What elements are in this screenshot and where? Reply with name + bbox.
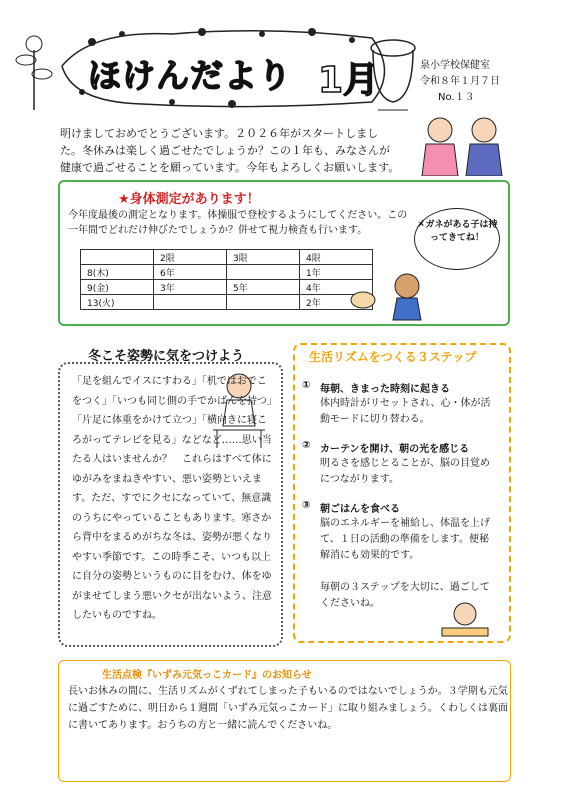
posture-text: 「足を組んでイスにすわる」「机ではおでこをつく」「いつも同じ側の手でかばんを持つ」「片足に体重をかけて立つ」「横向きに寝ころがってテレビを見る」などなど……思い当たる人はいませんか？ これらはすべて体にゆがみをまねきやすい、悪い姿勢といえます。ただ、すでにクセになっていて、無意識のうちにやっていることもあります。寒さから背中をまるめがちな冬は、姿勢が悪くなりやすい季節です。この時季こそ、いつも以上に自分の姿勢というものに目をむけ、体をゆがませてしまう悪いクセが出ないよう、注意したいものですね。: [72, 376, 272, 621]
table-cell: 1年: [300, 265, 373, 280]
posture-title: 冬こそ姿勢に気をつけよう: [88, 349, 245, 364]
table-header-row: [81, 250, 373, 265]
step-number: ①: [302, 380, 311, 391]
breakfast-child-illustration: [430, 600, 500, 640]
step-number: ②: [302, 440, 311, 451]
table-cell: 3限: [227, 250, 300, 265]
table-cell: 6年: [154, 265, 227, 280]
table-row: [81, 265, 373, 280]
measurement-title: ★身体測定があります！: [118, 192, 260, 207]
table-cell: 4年: [300, 280, 373, 295]
table-cell: 8(木): [81, 265, 154, 280]
table-cell: 13(火): [81, 295, 154, 310]
table-row: [81, 280, 373, 295]
step-heading: 朝ごはんを食べる: [320, 504, 400, 515]
dog-illustration: [345, 270, 440, 325]
schedule-table: [80, 249, 373, 310]
campaign-text: 長いお休みの間に、生活リズムがくずれてしまった子もいるのではないでしょうか。３学期も元気に過ごすために、明日から１週間「いずみ元気っこカード」に取り組みましょう。くわしくは裏面に書いてあります。おうちの方と一緒に読んでくださいね。: [68, 686, 508, 731]
table-cell: 9(金): [81, 280, 154, 295]
issue-date: 令和８年１月７日: [420, 76, 500, 87]
issue-number: No.１３: [438, 92, 475, 103]
newsletter-month: 1月: [318, 60, 380, 101]
measurement-text: 今年度最後の測定となります。体操服で登校するようにしてください。この一年間でどれだけ伸びたでしょうか？併せて視力検査も行います。: [68, 210, 408, 236]
table-cell: 2限: [154, 250, 227, 265]
kids-kimono-illustration: [412, 112, 512, 176]
table-row: [81, 295, 373, 310]
steps-closing-text: 毎朝の３ステップを大切に、過ごしてくださいね。: [320, 582, 490, 609]
table-cell: 5年: [227, 280, 300, 295]
glasses-speech-bubble: メガネがある子は持ってきてね！: [414, 208, 500, 270]
table-cell: [227, 265, 300, 280]
step-heading: カーテンを開け、朝の光を感じる: [320, 444, 470, 455]
newsletter-title: ほけんだより: [88, 56, 292, 95]
step-text: 脳のエネルギーを補給し、体温を上げて、１日の活動の準備をします。便秘解消にも効果的です。: [320, 518, 490, 561]
intro-text: 明けましておめでとうございます。２０２６年がスタートしました。冬休みは楽しく過ごせたでしょうか？この１年も、みなさんが健康で過ごせることを願っています。今年もよろしくお願いします。: [60, 127, 400, 174]
table-cell: 2年: [300, 295, 373, 310]
table-cell: 4限: [300, 250, 373, 265]
table-cell: [81, 250, 154, 265]
step-number: ③: [302, 500, 311, 511]
table-cell: [227, 295, 300, 310]
steps-title: 生活リズムをつくる３ステップ: [309, 350, 477, 364]
campaign-title: 生活点検『いずみ元気っこカード』のお知らせ: [102, 670, 312, 681]
table-cell: [154, 295, 227, 310]
step-text: 体内時計がリセットされ、心・体が活動モードに切り替わる。: [320, 398, 491, 425]
table-cell: 3年: [154, 280, 227, 295]
organization: 泉小学校保健室: [420, 60, 490, 71]
step-heading: 毎朝、きまった時刻に起きる: [320, 384, 450, 395]
plant-illustration: [12, 30, 56, 110]
step-text: 明るさを感じとることが、脳の目覚めにつながります。: [320, 458, 490, 485]
